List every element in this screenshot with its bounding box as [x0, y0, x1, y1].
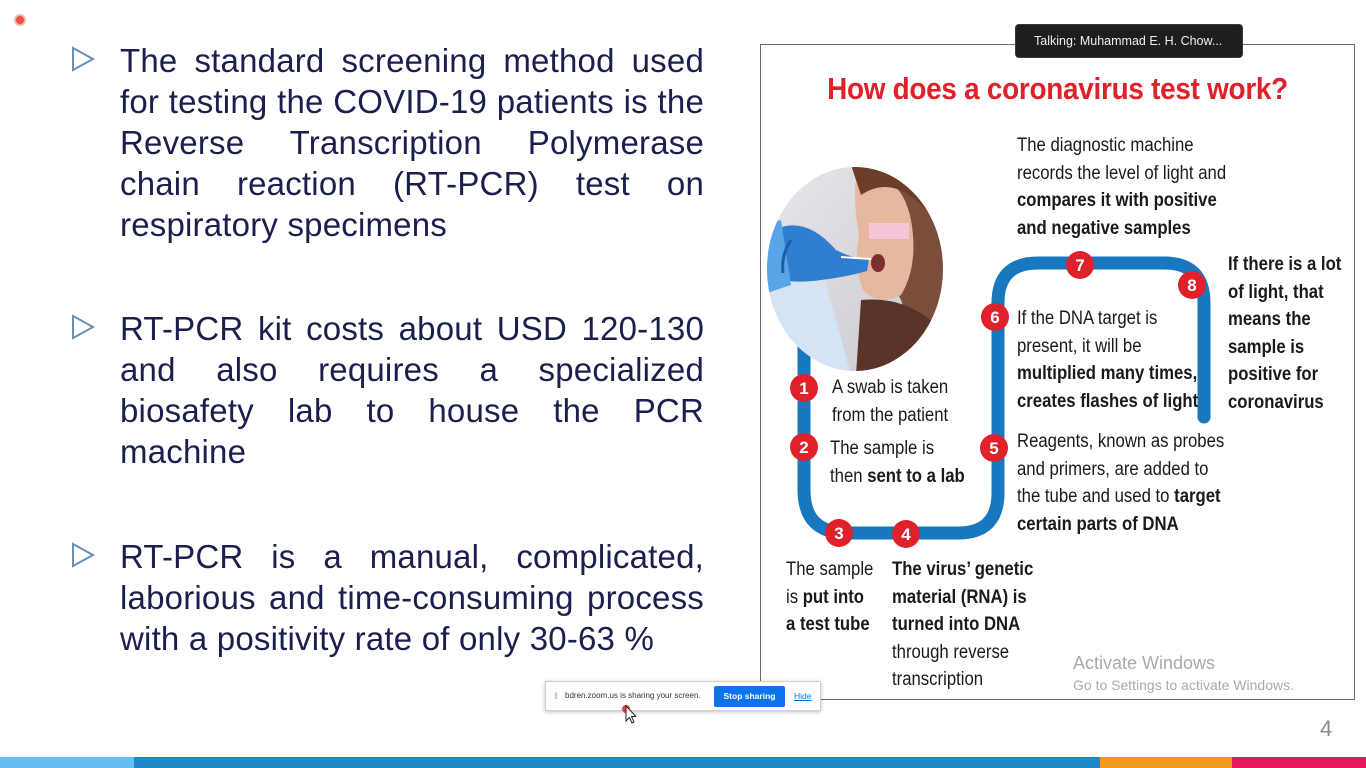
- step-number: 5: [989, 439, 999, 458]
- triangle-bullet-icon: [70, 314, 96, 340]
- color-strip: [0, 757, 1366, 768]
- recording-indicator-icon: [14, 14, 26, 26]
- activate-windows-watermark: [1073, 652, 1294, 695]
- step-3-label: The sample is put into a test tube: [786, 559, 874, 635]
- step-5-label: Reagents, known as probes and primers, are added to the tube and used to target certain parts of DNA: [1017, 431, 1225, 535]
- step-number: 8: [1187, 276, 1197, 295]
- hide-link[interactable]: Hide: [794, 691, 812, 701]
- patient-swab-photo: [761, 164, 951, 375]
- step-number: 4: [901, 525, 911, 544]
- stop-sharing-button[interactable]: Stop sharing: [714, 686, 785, 707]
- step-number: 7: [1075, 256, 1085, 275]
- step-7-label: The diagnostic machine records the level of light and compares it with positive and negative samples: [1017, 135, 1227, 239]
- bullet-text: RT-PCR kit costs about USD 120-130 and also requires a specialized biosafety lab to house the PCR machine: [120, 310, 704, 470]
- step-number: 2: [799, 438, 809, 457]
- activate-windows-title: Activate Windows: [1073, 653, 1216, 673]
- share-message: bdren.zoom.us is sharing your screen.: [565, 691, 701, 700]
- strip-segment: [0, 757, 134, 768]
- strip-segment: [1100, 757, 1232, 768]
- step-number: 6: [990, 308, 1000, 327]
- coronavirus-test-infographic: [760, 44, 1355, 700]
- step-1-label: A swab is taken from the patient: [832, 377, 949, 426]
- triangle-bullet-icon: [70, 542, 96, 568]
- step-6-label: If the DNA target is present, it will be multiplied many times, creates flashes of light: [1017, 308, 1199, 412]
- step-8-label: If there is a lot of light, that means the sample is positive for coronavirus: [1228, 254, 1342, 413]
- step-number: 1: [799, 379, 809, 398]
- strip-segment: [134, 757, 1100, 768]
- bullet-text: RT-PCR is a manual, complicated, laborious and time-consuming process with a positivity rate of only 30-63 %: [120, 538, 704, 657]
- strip-segment: [1232, 757, 1366, 768]
- infographic-title: How does a coronavirus test work?: [827, 71, 1288, 106]
- drag-handle-icon[interactable]: ‖: [554, 691, 558, 701]
- screen-share-bar: [545, 681, 821, 711]
- bullet-text: The standard screening method used for testing the COVID-19 patients is the Reverse Transcription Polymerase chain reaction (RT-PCR) test on respiratory specimens: [120, 42, 704, 243]
- step-number: 3: [834, 524, 844, 543]
- triangle-bullet-icon: [70, 46, 96, 72]
- talking-indicator: Talking: Muhammad E. H. Chow...: [1015, 24, 1243, 58]
- mouse-cursor-icon: [622, 704, 636, 724]
- page-number: 4: [1320, 716, 1333, 741]
- step-4-label: The virus’ genetic material (RNA) is turned into DNA through reverse transcription: [892, 559, 1034, 690]
- activate-windows-subtitle: Go to Settings to activate Windows.: [1073, 677, 1294, 693]
- step-2-label: The sample is then sent to a lab: [830, 438, 965, 487]
